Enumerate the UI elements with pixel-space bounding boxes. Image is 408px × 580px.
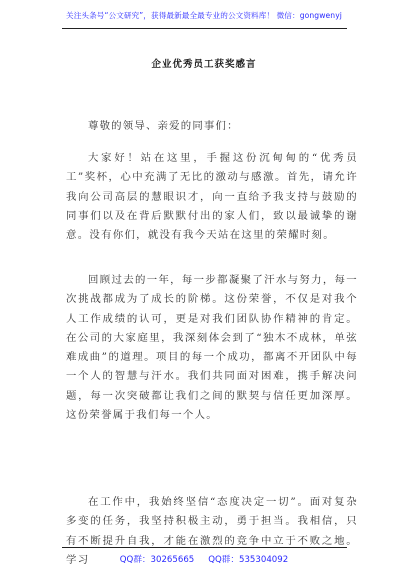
footer-contact xyxy=(0,553,408,565)
paragraph-3: 在工作中，我始终坚信“态度决定一切”。面对复杂多变的任务，我坚持积极主动，勇于担当。我相信，只有不断提升自我，才能在激烈的竞争中立于不败之地。学习 xyxy=(66,496,358,566)
footer-qq-group-2: QQ群：535304092 xyxy=(208,555,289,565)
header-divider xyxy=(62,28,347,29)
paragraph-2: 回顾过去的一年，每一步都凝聚了汗水与努力，每一次挑战都成为了成长的阶梯。这份荣誉，不仅是对我个人工作成绩的认可，更是对我们团队协作精神的肯定。在公司的大家庭里，我深刻体会到了“独木不成林，单弦难成曲”的道理。项目的每一个成功，都离不开团队中每一个人的智慧与汗水。我们共同面对困难，携手解决问题，每一次突破都让我们之间的默契与信任更加深厚。这份荣誉属于我们每一个人。 xyxy=(66,274,358,422)
footer-qq-group-1: QQ群：30265665 xyxy=(119,555,195,565)
paragraph-1: 大家好！站在这里，手握这份沉甸甸的“优秀员工”奖杯，心中充满了无比的激动与感激。首先，请允许我向公司高层的慧眼识才，向一直给予我支持与鼓励的同事们以及在背后默默付出的家人们，致以最诚挚的谢意。没有你们，就没有我今天站在这里的荣耀时刻。 xyxy=(66,152,358,242)
salutation: 尊敬的领导、亲爱的同事们： xyxy=(88,120,239,132)
footer-divider xyxy=(62,547,347,548)
header-promo-note: 关注头条号“公文研究”，获得最新最全最专业的公文资料库！ 微信：gongwenyj xyxy=(66,11,342,20)
document-title: 企业优秀员工获奖感言 xyxy=(151,59,257,70)
